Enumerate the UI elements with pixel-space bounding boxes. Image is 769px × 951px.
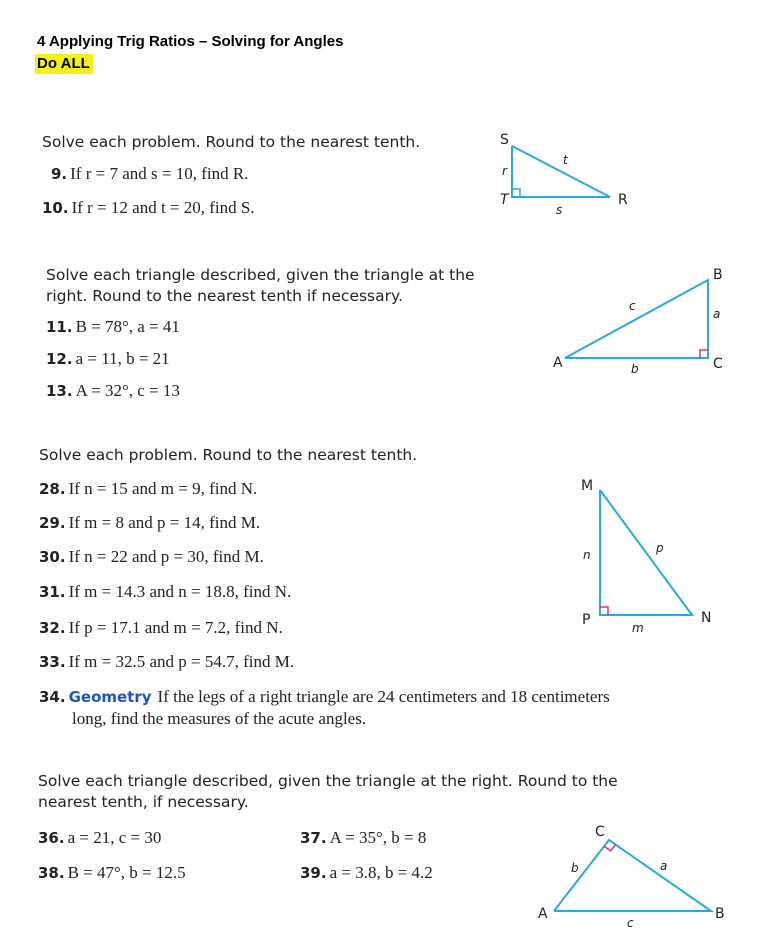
vertex-label-b: B (713, 267, 723, 283)
vertex-label-s: S (500, 132, 509, 148)
vertex-label-m: M (581, 478, 594, 494)
problem-number: 29. (39, 514, 66, 532)
vertex-label-a: A (553, 355, 563, 371)
problem-number: 37. (300, 829, 327, 847)
problem-text: a = 3.8, b = 4.2 (329, 863, 433, 882)
problem-30 (39, 547, 264, 567)
problem-text: If n = 15 and m = 9, find N. (68, 479, 258, 498)
problem-text: A = 32°, c = 13 (75, 381, 180, 400)
vertex-label-b: B (715, 906, 725, 922)
problem-number: 31. (39, 583, 66, 601)
problem-text: If r = 7 and s = 10, find R. (70, 164, 249, 183)
triangle-shape (554, 840, 711, 911)
problem-number: 10. (42, 199, 69, 217)
problem-text-line2: long, find the measures of the acute angles. (72, 709, 367, 728)
problem-number: 33. (39, 653, 66, 671)
problem-number: 39. (300, 864, 327, 882)
problem-number: 34. (39, 688, 66, 706)
vertex-label-c: C (595, 824, 605, 840)
problem-number: 13. (46, 382, 73, 400)
problem-text: B = 78°, a = 41 (75, 317, 180, 336)
side-label-s: s (556, 203, 563, 217)
side-label-r: r (502, 164, 507, 178)
side-label-b: b (571, 861, 579, 875)
vertex-label-n: N (701, 610, 712, 626)
problem-36 (38, 828, 161, 848)
vertex-label-a: A (538, 906, 548, 922)
triangle-figure-mpn (570, 474, 730, 644)
problem-text-line1: If the legs of a right triangle are 24 centimeters and 18 centimeters (157, 687, 610, 706)
triangle-figure-acb (530, 820, 750, 940)
problem-text: B = 47°, b = 12.5 (67, 863, 186, 882)
problem-13 (46, 381, 180, 401)
triangle-figure-str (480, 125, 650, 225)
section2-instruction (46, 265, 475, 307)
problem-29 (39, 513, 260, 533)
problem-28 (39, 479, 257, 499)
problem-number: 30. (39, 548, 66, 566)
problem-text: If m = 8 and p = 14, find M. (68, 513, 261, 532)
section1-instruction: Solve each problem. Round to the nearest tenth. (42, 133, 421, 151)
vertex-label-p: P (582, 612, 591, 628)
problem-text: If n = 22 and p = 30, find M. (68, 547, 264, 566)
triangle-shape (600, 490, 692, 615)
instruction-line: Solve each triangle described, given the triangle at the (46, 266, 475, 284)
problem-text: a = 21, c = 30 (67, 828, 162, 847)
problem-11 (46, 317, 180, 337)
problem-text: A = 35°, b = 8 (329, 828, 427, 847)
triangle-shape (565, 280, 708, 358)
geometry-tag: Geometry (68, 688, 152, 706)
problem-number: 36. (38, 829, 65, 847)
problem-12 (46, 349, 170, 369)
side-label-b: b (631, 362, 639, 376)
triangle-shape (512, 146, 610, 197)
problem-text: If p = 17.1 and m = 7.2, find N. (68, 618, 283, 637)
problem-number: 38. (38, 864, 65, 882)
problem-32 (39, 618, 283, 638)
side-label-m: m (632, 621, 644, 635)
problem-38 (38, 863, 186, 883)
instruction-line: nearest tenth, if necessary. (38, 793, 249, 811)
section3-instruction: Solve each problem. Round to the nearest tenth. (39, 446, 418, 464)
problem-text: a = 11, b = 21 (75, 349, 170, 368)
highlight-note: Do ALL (35, 54, 93, 74)
instruction-line: Solve each triangle described, given the triangle at the right. Round to the (38, 772, 618, 790)
side-label-a: a (660, 859, 668, 873)
vertex-label-r: R (618, 192, 628, 208)
vertex-label-c: C (713, 356, 723, 372)
problem-33 (39, 652, 294, 672)
instruction-line: right. Round to the nearest tenth if necessary. (46, 287, 403, 305)
right-angle-marker (700, 350, 708, 358)
problem-34 (39, 686, 739, 730)
problem-text: If m = 32.5 and p = 54.7, find M. (68, 652, 295, 671)
problem-text: If r = 12 and t = 20, find S. (71, 198, 255, 217)
problem-text: If m = 14.3 and n = 18.8, find N. (68, 582, 292, 601)
vertex-label-t: T (500, 192, 509, 208)
problem-31 (39, 582, 291, 602)
side-label-c: c (627, 916, 634, 930)
problem-10 (42, 198, 255, 218)
problem-number: 9. (51, 165, 68, 183)
problem-39 (300, 863, 433, 883)
problem-number: 11. (46, 318, 73, 336)
problem-number: 32. (39, 619, 66, 637)
section4-instruction (38, 771, 618, 813)
problem-number: 28. (39, 480, 66, 498)
side-label-p: p (656, 541, 664, 555)
right-angle-marker (512, 189, 520, 197)
problem-number: 12. (46, 350, 73, 368)
triangle-figure-abc (545, 262, 735, 382)
side-label-t: t (563, 153, 568, 167)
side-label-n: n (583, 548, 591, 562)
right-angle-marker (600, 607, 608, 615)
problem-37 (300, 828, 426, 848)
side-label-c: c (629, 299, 636, 313)
page-title: 4 Applying Trig Ratios – Solving for Angles (37, 33, 344, 50)
side-label-a: a (713, 307, 721, 321)
problem-9 (51, 164, 248, 184)
